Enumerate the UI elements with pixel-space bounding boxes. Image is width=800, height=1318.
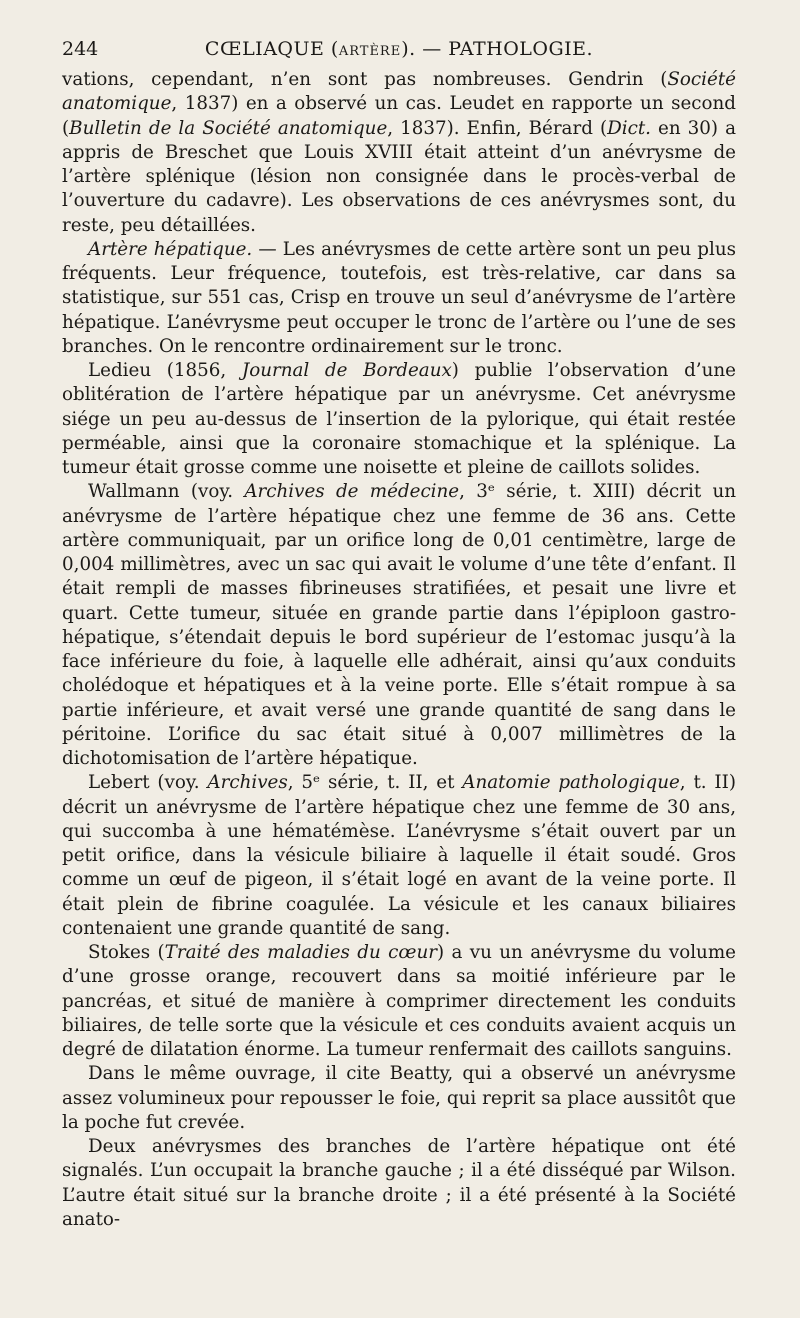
italic-text: Archives de médecine (244, 481, 460, 503)
italic-text: Dict. (607, 117, 651, 139)
italic-text: Anatomie pathologique (462, 772, 680, 794)
text-run: Lebert (voy. (88, 772, 208, 794)
text-run: , 1837) en a observé un cas. Leudet en rapporte un second ( (62, 93, 736, 139)
paragraph (62, 68, 736, 238)
paragraph (62, 1062, 736, 1135)
text-run: , 1837). Enfin, Bérard ( (387, 117, 608, 139)
running-title (102, 38, 696, 60)
text-run: Stokes ( (88, 942, 165, 963)
text-run: Wallmann (voy. (88, 481, 245, 503)
text-run: , 5ᵉ série, t. II, et (287, 772, 463, 794)
book-page (62, 38, 736, 1232)
italic-text: Bulletin de la Société anatomique (69, 117, 388, 139)
text-run: ) publie l’observation d’une oblitération de l’artère hépatique par un anévrysme. Cet anévrysme siége un peu au-dessus de l’insertion de la pylorique, qui était restée perméable, ainsi que la coronaire stomachique et la splénique. La tumeur était grosse comme une noisette et pleine de caillots solides. (62, 360, 736, 478)
text-run: Dans le même ouvrage, il cite Beatty, qui a observé un anévrysme assez volumineux pour repousser le foie, qui reprit sa place aussitôt que la poche fut crevée. (62, 1063, 736, 1133)
running-title-main: CŒLIAQUE ( (204, 38, 339, 60)
text-run: ) a vu un anévrysme du volume d’une grosse orange, recouvert dans sa moitié inférieure par le pancréas, et situé de manière à comprimer directement les conduits biliaires, de telle sorte que la vésicule et ces conduits avaient acquis un degré de dilatation énorme. La tumeur renfermait des caillots sanguins. (62, 942, 736, 1060)
body-text (62, 68, 736, 1232)
running-title-smallcaps: ARTÈRE (338, 44, 402, 59)
text-run: — Les anévrysmes de cette artère sont un peu plus fréquents. Leur fréquence, toutefois, est très-relative, car dans sa statistique, sur 551 cas, Crisp en trouve un seul d’anévrysme de l’artère hépatique. L’anévrysme peut occuper le tronc de l’artère ou l’une de ses branches. On le rencontre ordinairement sur le tronc. (62, 238, 736, 357)
paragraph (62, 771, 736, 941)
running-title-tail: ). — PATHOLOGIE. (401, 38, 594, 60)
italic-text: Archives (207, 772, 288, 794)
paragraph (62, 480, 736, 771)
text-run: Ledieu (1856, (88, 360, 242, 381)
paragraph (62, 941, 736, 1062)
text-run: vations, cependant, n’en sont pas nombreuses. Gendrin ( (62, 69, 668, 90)
paragraph (62, 1135, 736, 1232)
text-run: Deux anévrysmes des branches de l’artère hépatique ont été signalés. L’un occupait la branche gauche ; il a été disséqué par Wilson. L’autre était situé sur la branche droite ; il a été présenté à la Société anato- (62, 1136, 736, 1230)
running-header (62, 38, 736, 66)
italic-text: Traité des maladies du cœur (164, 942, 437, 963)
italic-text: Artère hépatique. (88, 238, 253, 260)
paragraph (62, 359, 736, 480)
italic-text: Société anatomique (62, 69, 736, 115)
text-run: , 3ᵉ série, t. XIII) décrit un anévrysme de l’artère hépatique chez une femme de 36 ans. Cette artère communiquait, par un orifice long de 0,01 centimètre, large de 0,004 millimètres, avec un sac qui avait le volume d’une tête d’enfant. Il était rempli de masses fibrineuses stratifiées, et pesait une livre et quart. Cette tumeur, située en grande partie dans l’épiploon gastro-hépatique, s’étendait depuis le bord supérieur de l’estomac jusqu’à la face inférieure du foie, à laquelle elle adhérait, ainsi qu’aux conduits cholédoque et hépatiques et à la veine porte. Elle s’était rompue à sa partie inférieure, et avait versé une grande quantité de sang dans le péritoine. L’orifice du sac était situé à 0,007 millimètres de la dichotomisation de l’artère hépatique. (62, 481, 737, 769)
italic-text: Journal de Bordeaux (241, 360, 452, 381)
paragraph (62, 238, 736, 359)
text-run: , t. II) décrit un anévrysme de l’artère hépatique chez une femme de 30 ans, qui succomba à une hématémèse. L’anévrysme s’était ouvert par un petit orifice, dans la vésicule biliaire à laquelle il était soudé. Gros comme un œuf de pigeon, il s’était logé en avant de la veine porte. Il était plein de fibrine coagulée. La vésicule et les canaux biliaires contenaient une grande quantité de sang. (62, 772, 737, 939)
text-run: en 30) a appris de Breschet que Louis XVIII était atteint d’un anévrysme de l’artère splénique (lésion non consignée dans le procès-verbal de l’ouverture du cadavre). Les observations de ces anévrysmes sont, du reste, peu détaillées. (62, 117, 736, 236)
page-number: 244 (62, 38, 99, 60)
